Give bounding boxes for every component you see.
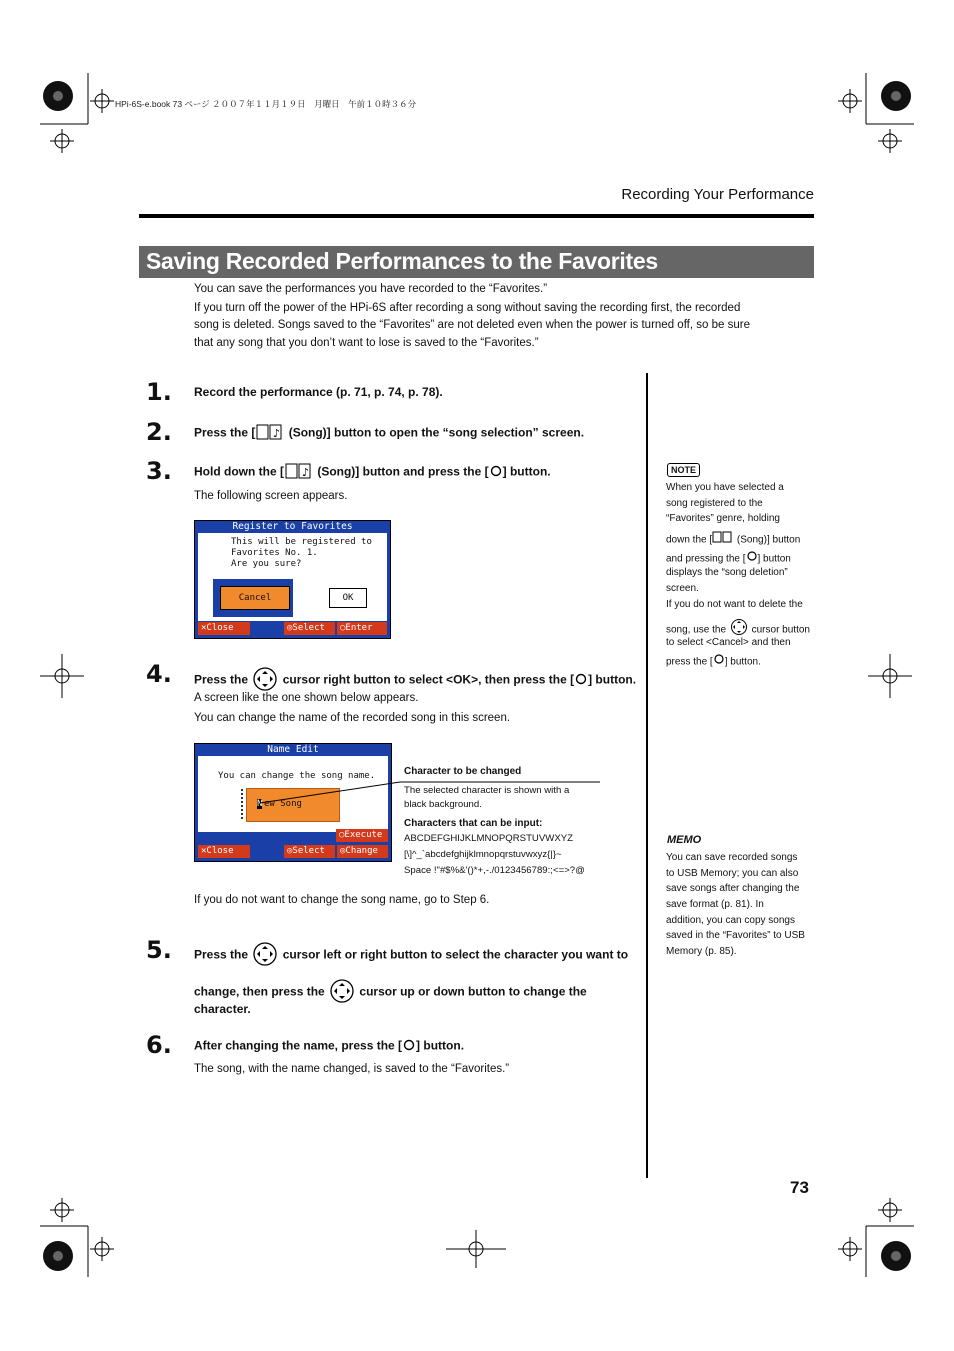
- note-line: When you have selected a: [666, 482, 784, 493]
- step-number: 2.: [146, 418, 172, 446]
- execute-softkey[interactable]: ○Execute: [336, 829, 388, 842]
- memo-line: save format (p. 81). In: [666, 899, 764, 910]
- circle-button-icon: [574, 672, 588, 689]
- annotation-title: Characters that can be input:: [404, 818, 543, 829]
- step-text: change, then press the cursor up or down button to change the: [194, 978, 587, 1007]
- step-subtext: The song, with the name changed, is saved to the “Favorites.”: [194, 1063, 510, 1075]
- note-line: “Favorites” genre, holding: [666, 513, 780, 524]
- step-text: Press the [ ♪ (Song)] button to open the “song selection” screen.: [194, 424, 584, 443]
- note-line: and pressing the [ ] button: [666, 550, 816, 568]
- title-bar: [139, 246, 814, 278]
- page-title: Saving Recorded Performances to the Favorites: [146, 248, 658, 274]
- annotation-title: Character to be changed: [404, 766, 522, 777]
- memo-badge: MEMO: [667, 834, 702, 846]
- intro-line: You can save the performances you have recorded to the “Favorites.”: [194, 283, 548, 295]
- prompt-text: You can change the song name.: [218, 771, 376, 781]
- circle-button-icon: [489, 464, 503, 481]
- step-subtext: The following screen appears.: [194, 490, 348, 502]
- dialog-line: Favorites No. 1.: [231, 548, 318, 558]
- song-name-text: ew Song: [264, 799, 302, 809]
- step-text: Record the performance (p. 71, p. 74, p. 78).: [194, 385, 443, 399]
- close-softkey[interactable]: ✕Close: [198, 622, 250, 635]
- song-book-icon: [712, 531, 734, 549]
- enter-softkey[interactable]: ○Enter: [337, 622, 387, 635]
- step-subtext: A screen like the one shown below appears.: [194, 692, 419, 704]
- memo-line: save songs after changing the: [666, 883, 800, 894]
- note-line: song, use the cursor button: [666, 618, 816, 642]
- character-set: [\]^_`abcdefghijklmnopqrstuvwxyz{|}~: [404, 849, 562, 860]
- register-favorites-screen: [194, 520, 391, 639]
- song-book-icon: [255, 424, 285, 443]
- memo-line: addition, you can copy songs: [666, 915, 795, 926]
- character-set: Space !"#$%&'()*+,-./0123456789:;<=>?@: [404, 865, 585, 876]
- cursor-button-icon: [251, 941, 279, 970]
- step-number: 6.: [146, 1031, 172, 1059]
- select-softkey[interactable]: ◎Select: [284, 622, 335, 635]
- circle-button-icon: [402, 1038, 416, 1055]
- note-line: song registered to the: [666, 498, 763, 509]
- step-text: Press the cursor left or right button to select the character you want to: [194, 941, 628, 970]
- section-header: Recording Your Performance: [621, 186, 814, 203]
- step-subtext: You can change the name of the recorded song in this screen.: [194, 712, 511, 724]
- step-text: Hold down the [ ♪ (Song)] button and press the [ ] button.: [194, 463, 551, 482]
- note-line: press the [ ] button.: [666, 653, 816, 671]
- selected-character[interactable]: N: [257, 799, 263, 809]
- memo-line: Memory (p. 85).: [666, 946, 737, 957]
- change-softkey[interactable]: ◎Change: [337, 845, 388, 858]
- header-rule: [139, 214, 814, 218]
- note-line: down the [ (Song)] button: [666, 531, 816, 549]
- intro-line: If you turn off the power of the HPi-6S after recording a song without saving the recording first, the recorded: [194, 302, 741, 314]
- annotation-text: black background.: [404, 799, 482, 810]
- cancel-button[interactable]: Cancel: [220, 586, 290, 610]
- screen-title: Register to Favorites: [232, 521, 353, 532]
- ok-button[interactable]: OK: [329, 588, 367, 608]
- memo-line: saved in the “Favorites” to USB: [666, 930, 805, 941]
- file-info: HPi-6S-e.book 73 ページ ２００７年１１月１９日 月曜日 午前１０時３６分: [115, 99, 417, 109]
- select-softkey[interactable]: ◎Select: [284, 845, 335, 858]
- annotation-text: The selected character is shown with a: [404, 785, 570, 796]
- intro-line: song is deleted. Songs saved to the “Favorites” are not deleted even when the power is turned off, so be sure: [194, 319, 750, 331]
- step-subtext: If you do not want to change the song name, go to Step 6.: [194, 894, 490, 906]
- note-line: screen.: [666, 583, 699, 594]
- circle-button-icon: [713, 653, 725, 671]
- dialog-line: This will be registered to: [231, 537, 372, 547]
- page-number: 73: [790, 1178, 809, 1197]
- memo-line: to USB Memory; you can also: [666, 868, 799, 879]
- character-set: ABCDEFGHIJKLMNOPQRSTUVWXYZ: [404, 833, 573, 844]
- cursor-button-icon: [328, 978, 356, 1007]
- svg-text:♪: ♪: [273, 427, 281, 440]
- intro-line: that any song that you don’t want to lose is saved to the “Favorites.”: [194, 337, 539, 349]
- step-number: 1.: [146, 378, 172, 406]
- note-line: If you do not want to delete the: [666, 599, 803, 610]
- song-book-icon: [284, 463, 314, 482]
- note-badge: NOTE: [667, 463, 700, 477]
- memo-line: You can save recorded songs: [666, 852, 798, 863]
- step-number: 4.: [146, 660, 172, 688]
- step-text: After changing the name, press the [ ] button.: [194, 1038, 464, 1055]
- step-text: Press the cursor right button to select <OK>, then press the [ ] button.: [194, 666, 636, 695]
- svg-text:♪: ♪: [301, 466, 310, 479]
- column-divider: [646, 373, 648, 1178]
- step-number: 3.: [146, 457, 172, 485]
- step-text: character.: [194, 1002, 251, 1016]
- note-line: displays the “song deletion”: [666, 567, 788, 578]
- close-softkey[interactable]: ✕Close: [198, 845, 250, 858]
- step-number: 5.: [146, 936, 172, 964]
- screen-title: Name Edit: [267, 744, 319, 755]
- note-line: to select <Cancel> and then: [666, 637, 791, 648]
- dialog-line: Are you sure?: [231, 559, 302, 569]
